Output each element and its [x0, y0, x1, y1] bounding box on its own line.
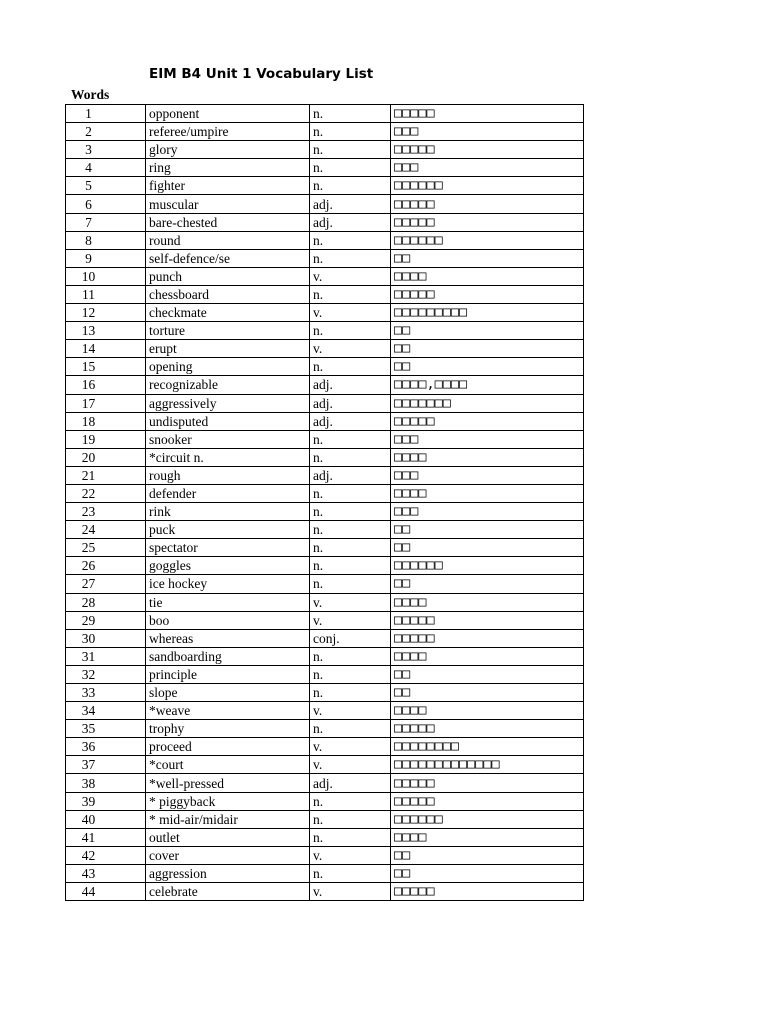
word-cell: aggression: [146, 864, 310, 882]
part-of-speech-cell: n.: [310, 575, 391, 593]
row-number-cell: 8: [66, 231, 146, 249]
definition-cell: □□□□□: [391, 213, 584, 231]
part-of-speech-cell: n.: [310, 665, 391, 683]
part-of-speech-cell: n.: [310, 231, 391, 249]
definition-cell: □□: [391, 521, 584, 539]
row-number-cell: 11: [66, 285, 146, 303]
table-row: [66, 177, 584, 195]
row-number-cell: 19: [66, 430, 146, 448]
definition-cell: □□□□: [391, 647, 584, 665]
row-number-cell: 14: [66, 340, 146, 358]
table-row: [66, 159, 584, 177]
table-row: [66, 304, 584, 322]
row-number-cell: 17: [66, 394, 146, 412]
part-of-speech-cell: n.: [310, 123, 391, 141]
table-row: [66, 466, 584, 484]
word-cell: chessboard: [146, 285, 310, 303]
table-row: [66, 756, 584, 774]
definition-cell: □□□□□: [391, 285, 584, 303]
row-number-cell: 28: [66, 593, 146, 611]
table-row: [66, 213, 584, 231]
part-of-speech-cell: n.: [310, 430, 391, 448]
row-number-cell: 25: [66, 539, 146, 557]
definition-cell: □□□□: [391, 828, 584, 846]
definition-cell: □□□□: [391, 448, 584, 466]
word-cell: rink: [146, 503, 310, 521]
word-cell: ice hockey: [146, 575, 310, 593]
definition-cell: □□□□□: [391, 792, 584, 810]
table-row: [66, 684, 584, 702]
words-column-label: Words: [71, 87, 110, 102]
part-of-speech-cell: n.: [310, 792, 391, 810]
part-of-speech-cell: v.: [310, 340, 391, 358]
word-cell: punch: [146, 267, 310, 285]
word-cell: *court: [146, 756, 310, 774]
definition-cell: □□□: [391, 430, 584, 448]
table-row: [66, 810, 584, 828]
definition-cell: □□□□,□□□□: [391, 376, 584, 394]
definition-cell: □□□□: [391, 484, 584, 502]
definition-cell: □□□□□: [391, 774, 584, 792]
part-of-speech-cell: adj.: [310, 213, 391, 231]
part-of-speech-cell: n.: [310, 141, 391, 159]
row-number-cell: 26: [66, 557, 146, 575]
word-cell: glory: [146, 141, 310, 159]
row-number-cell: 16: [66, 376, 146, 394]
definition-cell: □□□: [391, 466, 584, 484]
row-number-cell: 44: [66, 883, 146, 901]
definition-cell: □□□□□: [391, 883, 584, 901]
word-cell: aggressively: [146, 394, 310, 412]
word-cell: whereas: [146, 629, 310, 647]
row-number-cell: 20: [66, 448, 146, 466]
part-of-speech-cell: n.: [310, 448, 391, 466]
row-number-cell: 2: [66, 123, 146, 141]
word-cell: celebrate: [146, 883, 310, 901]
definition-cell: □□: [391, 684, 584, 702]
row-number-cell: 15: [66, 358, 146, 376]
word-cell: tie: [146, 593, 310, 611]
row-number-cell: 36: [66, 738, 146, 756]
word-cell: *circuit n.: [146, 448, 310, 466]
word-cell: bare-chested: [146, 213, 310, 231]
table-row: [66, 322, 584, 340]
definition-cell: □□: [391, 340, 584, 358]
part-of-speech-cell: n.: [310, 521, 391, 539]
row-number-cell: 27: [66, 575, 146, 593]
part-of-speech-cell: v.: [310, 883, 391, 901]
table-row: [66, 267, 584, 285]
table-row: [66, 629, 584, 647]
row-number-cell: 7: [66, 213, 146, 231]
table-row: [66, 358, 584, 376]
table-row: [66, 828, 584, 846]
table-row: [66, 412, 584, 430]
word-cell: proceed: [146, 738, 310, 756]
word-cell: goggles: [146, 557, 310, 575]
row-number-cell: 41: [66, 828, 146, 846]
table-row: [66, 720, 584, 738]
word-cell: opening: [146, 358, 310, 376]
table-row: [66, 448, 584, 466]
word-cell: spectator: [146, 539, 310, 557]
definition-cell: □□□: [391, 503, 584, 521]
word-cell: slope: [146, 684, 310, 702]
row-number-cell: 10: [66, 267, 146, 285]
row-number-cell: 4: [66, 159, 146, 177]
part-of-speech-cell: n.: [310, 105, 391, 123]
part-of-speech-cell: adj.: [310, 774, 391, 792]
definition-cell: □□: [391, 864, 584, 882]
part-of-speech-cell: adj.: [310, 376, 391, 394]
word-cell: undisputed: [146, 412, 310, 430]
part-of-speech-cell: v.: [310, 611, 391, 629]
row-number-cell: 42: [66, 846, 146, 864]
definition-cell: □□□□□□: [391, 810, 584, 828]
part-of-speech-cell: v.: [310, 846, 391, 864]
table-row: [66, 484, 584, 502]
definition-cell: □□□□□: [391, 412, 584, 430]
row-number-cell: 9: [66, 249, 146, 267]
word-cell: defender: [146, 484, 310, 502]
row-number-cell: 43: [66, 864, 146, 882]
row-number-cell: 13: [66, 322, 146, 340]
word-cell: erupt: [146, 340, 310, 358]
word-cell: trophy: [146, 720, 310, 738]
row-number-cell: 22: [66, 484, 146, 502]
word-cell: torture: [146, 322, 310, 340]
definition-cell: □□□□□□: [391, 177, 584, 195]
word-cell: ring: [146, 159, 310, 177]
definition-cell: □□□□: [391, 593, 584, 611]
definition-cell: □□□□□□□: [391, 394, 584, 412]
row-number-cell: 34: [66, 702, 146, 720]
definition-cell: □□: [391, 358, 584, 376]
table-row: [66, 105, 584, 123]
table-row: [66, 249, 584, 267]
definition-cell: □□□: [391, 123, 584, 141]
word-cell: opponent: [146, 105, 310, 123]
word-cell: outlet: [146, 828, 310, 846]
table-row: [66, 792, 584, 810]
part-of-speech-cell: v.: [310, 304, 391, 322]
part-of-speech-cell: n.: [310, 285, 391, 303]
row-number-cell: 23: [66, 503, 146, 521]
definition-cell: □□□□□: [391, 195, 584, 213]
definition-cell: □□□□□□: [391, 231, 584, 249]
definition-cell: □□□□□: [391, 611, 584, 629]
word-cell: checkmate: [146, 304, 310, 322]
row-number-cell: 40: [66, 810, 146, 828]
word-cell: principle: [146, 665, 310, 683]
table-row: [66, 285, 584, 303]
table-row: [66, 593, 584, 611]
word-cell: referee/umpire: [146, 123, 310, 141]
part-of-speech-cell: v.: [310, 702, 391, 720]
table-row: [66, 665, 584, 683]
part-of-speech-cell: adj.: [310, 195, 391, 213]
table-row: [66, 376, 584, 394]
definition-cell: □□: [391, 249, 584, 267]
part-of-speech-cell: n.: [310, 484, 391, 502]
table-row: [66, 774, 584, 792]
part-of-speech-cell: n.: [310, 647, 391, 665]
definition-cell: □□□□□: [391, 141, 584, 159]
table-row: [66, 702, 584, 720]
row-number-cell: 37: [66, 756, 146, 774]
table-row: [66, 864, 584, 882]
word-cell: sandboarding: [146, 647, 310, 665]
row-number-cell: 32: [66, 665, 146, 683]
word-cell: * piggyback: [146, 792, 310, 810]
definition-cell: □□□: [391, 159, 584, 177]
word-cell: snooker: [146, 430, 310, 448]
part-of-speech-cell: n.: [310, 828, 391, 846]
row-number-cell: 31: [66, 647, 146, 665]
word-cell: recognizable: [146, 376, 310, 394]
part-of-speech-cell: n.: [310, 539, 391, 557]
row-number-cell: 18: [66, 412, 146, 430]
vocabulary-table-body: [66, 105, 584, 901]
part-of-speech-cell: n.: [310, 810, 391, 828]
word-cell: * mid-air/midair: [146, 810, 310, 828]
row-number-cell: 24: [66, 521, 146, 539]
definition-cell: □□: [391, 322, 584, 340]
definition-cell: □□: [391, 665, 584, 683]
definition-cell: □□□□□: [391, 629, 584, 647]
definition-cell: □□□□□: [391, 105, 584, 123]
table-row: [66, 521, 584, 539]
definition-cell: □□□□□: [391, 720, 584, 738]
part-of-speech-cell: n.: [310, 159, 391, 177]
row-number-cell: 29: [66, 611, 146, 629]
definition-cell: □□: [391, 846, 584, 864]
table-row: [66, 539, 584, 557]
row-number-cell: 5: [66, 177, 146, 195]
table-row: [66, 123, 584, 141]
table-row: [66, 141, 584, 159]
definition-cell: □□□□: [391, 267, 584, 285]
definition-cell: □□□□□□□□□□□□□: [391, 756, 584, 774]
word-cell: self-defence/se: [146, 249, 310, 267]
row-number-cell: 1: [66, 105, 146, 123]
row-number-cell: 3: [66, 141, 146, 159]
row-number-cell: 39: [66, 792, 146, 810]
definition-cell: □□□□: [391, 702, 584, 720]
document-title: EIM B4 Unit 1 Vocabulary List: [149, 66, 374, 82]
row-number-cell: 6: [66, 195, 146, 213]
row-number-cell: 35: [66, 720, 146, 738]
table-row: [66, 340, 584, 358]
table-row: [66, 846, 584, 864]
part-of-speech-cell: n.: [310, 249, 391, 267]
part-of-speech-cell: n.: [310, 322, 391, 340]
part-of-speech-cell: v.: [310, 267, 391, 285]
part-of-speech-cell: v.: [310, 738, 391, 756]
part-of-speech-cell: n.: [310, 864, 391, 882]
table-row: [66, 557, 584, 575]
row-number-cell: 33: [66, 684, 146, 702]
row-number-cell: 38: [66, 774, 146, 792]
word-cell: *weave: [146, 702, 310, 720]
table-row: [66, 503, 584, 521]
table-row: [66, 231, 584, 249]
definition-cell: □□□□□□: [391, 557, 584, 575]
word-cell: rough: [146, 466, 310, 484]
part-of-speech-cell: adj.: [310, 466, 391, 484]
definition-cell: □□: [391, 575, 584, 593]
definition-cell: □□□□□□□□: [391, 738, 584, 756]
table-row: [66, 195, 584, 213]
part-of-speech-cell: n.: [310, 177, 391, 195]
part-of-speech-cell: v.: [310, 593, 391, 611]
table-row: [66, 394, 584, 412]
row-number-cell: 12: [66, 304, 146, 322]
table-row: [66, 883, 584, 901]
table-row: [66, 611, 584, 629]
word-cell: puck: [146, 521, 310, 539]
table-row: [66, 575, 584, 593]
definition-cell: □□□□□□□□□: [391, 304, 584, 322]
word-cell: round: [146, 231, 310, 249]
definition-cell: □□: [391, 539, 584, 557]
part-of-speech-cell: n.: [310, 684, 391, 702]
table-row: [66, 430, 584, 448]
part-of-speech-cell: v.: [310, 756, 391, 774]
row-number-cell: 21: [66, 466, 146, 484]
word-cell: muscular: [146, 195, 310, 213]
word-cell: cover: [146, 846, 310, 864]
table-row: [66, 738, 584, 756]
part-of-speech-cell: n.: [310, 503, 391, 521]
part-of-speech-cell: adj.: [310, 412, 391, 430]
row-number-cell: 30: [66, 629, 146, 647]
part-of-speech-cell: adj.: [310, 394, 391, 412]
part-of-speech-cell: n.: [310, 720, 391, 738]
word-cell: fighter: [146, 177, 310, 195]
word-cell: boo: [146, 611, 310, 629]
word-cell: *well-pressed: [146, 774, 310, 792]
vocabulary-table: [65, 104, 584, 901]
part-of-speech-cell: conj.: [310, 629, 391, 647]
part-of-speech-cell: n.: [310, 557, 391, 575]
part-of-speech-cell: n.: [310, 358, 391, 376]
table-row: [66, 647, 584, 665]
